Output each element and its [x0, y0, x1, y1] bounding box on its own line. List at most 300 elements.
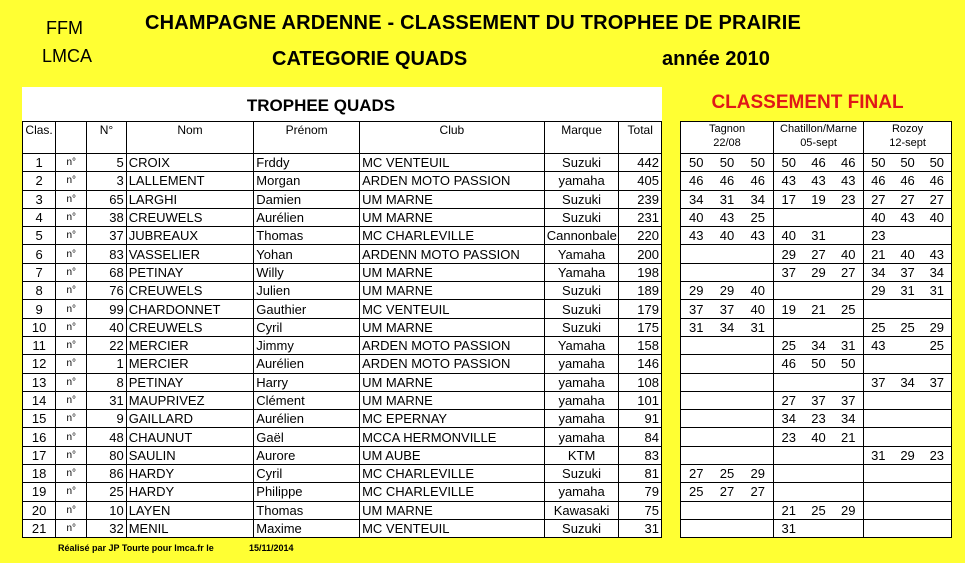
score-cell — [681, 336, 712, 354]
ranking-table — [22, 121, 662, 538]
score-cell — [923, 465, 952, 483]
score-cell: 31 — [864, 446, 893, 464]
n-prefix-cell: n° — [56, 465, 87, 483]
rank-cell: 21 — [23, 519, 56, 537]
number-cell: 65 — [87, 190, 126, 208]
name-cell: CHAUNUT — [126, 428, 254, 446]
table-row — [23, 410, 662, 428]
total-cell: 108 — [619, 373, 662, 391]
n-prefix-cell: n° — [56, 227, 87, 245]
n-prefix-cell: n° — [56, 446, 87, 464]
score-cell — [712, 373, 743, 391]
club-cell: UM MARNE — [360, 373, 545, 391]
score-cell: 50 — [743, 154, 774, 172]
score-cell: 37 — [712, 300, 743, 318]
score-cell: 29 — [834, 501, 864, 519]
firstname-cell: Cyril — [254, 318, 360, 336]
table-row — [23, 263, 662, 281]
name-cell: CROIX — [126, 154, 254, 172]
col-header-nom: Nom — [126, 122, 254, 154]
total-cell: 158 — [619, 336, 662, 354]
score-cell: 43 — [834, 172, 864, 190]
rank-cell: 13 — [23, 373, 56, 391]
score-cell: 43 — [774, 172, 804, 190]
name-cell: CHARDONNET — [126, 300, 254, 318]
score-cell — [834, 465, 864, 483]
firstname-cell: Harry — [254, 373, 360, 391]
firstname-cell: Aurélien — [254, 410, 360, 428]
number-cell: 80 — [87, 446, 126, 464]
score-cell: 31 — [923, 282, 952, 300]
club-cell: MC CHARLEVILLE — [360, 465, 545, 483]
n-prefix-cell: n° — [56, 501, 87, 519]
n-prefix-cell: n° — [56, 428, 87, 446]
results-row — [681, 318, 952, 336]
n-prefix-cell: n° — [56, 154, 87, 172]
score-cell: 27 — [743, 483, 774, 501]
club-cell: MC VENTEUIL — [360, 154, 545, 172]
name-cell: LAYEN — [126, 501, 254, 519]
total-cell: 84 — [619, 428, 662, 446]
n-prefix-cell: n° — [56, 245, 87, 263]
score-cell: 31 — [743, 318, 774, 336]
score-cell: 37 — [893, 263, 923, 281]
col-header-marque: Marque — [544, 122, 619, 154]
results-row — [681, 190, 952, 208]
score-cell — [712, 446, 743, 464]
firstname-cell: Julien — [254, 282, 360, 300]
score-cell — [804, 446, 834, 464]
brand-cell: Suzuki — [544, 282, 619, 300]
results-row — [681, 208, 952, 226]
score-cell: 27 — [864, 190, 893, 208]
score-cell — [743, 245, 774, 263]
brand-cell: yamaha — [544, 373, 619, 391]
table-row — [23, 154, 662, 172]
results-row — [681, 501, 952, 519]
score-cell: 34 — [712, 318, 743, 336]
score-cell — [681, 519, 712, 537]
total-cell: 239 — [619, 190, 662, 208]
score-cell: 50 — [864, 154, 893, 172]
score-cell — [743, 519, 774, 537]
results-row — [681, 373, 952, 391]
n-prefix-cell: n° — [56, 300, 87, 318]
score-cell — [834, 446, 864, 464]
score-cell — [681, 446, 712, 464]
results-row — [681, 245, 952, 263]
score-cell — [893, 428, 923, 446]
brand-cell: Suzuki — [544, 154, 619, 172]
number-cell: 1 — [87, 355, 126, 373]
score-cell: 40 — [834, 245, 864, 263]
table-row — [23, 373, 662, 391]
score-cell: 23 — [923, 446, 952, 464]
score-cell — [774, 208, 804, 226]
name-cell: CREUWELS — [126, 208, 254, 226]
score-cell: 34 — [834, 410, 864, 428]
club-cell: MC EPERNAY — [360, 410, 545, 428]
score-cell: 37 — [804, 391, 834, 409]
year-title: année 2010 — [662, 48, 770, 70]
firstname-cell: Gaël — [254, 428, 360, 446]
results-row — [681, 428, 952, 446]
score-cell — [712, 410, 743, 428]
results-row — [681, 483, 952, 501]
col-header-prenom: Prénom — [254, 122, 360, 154]
table-header-row — [23, 122, 662, 154]
n-prefix-cell: n° — [56, 519, 87, 537]
score-cell — [893, 227, 923, 245]
score-cell: 19 — [804, 190, 834, 208]
number-cell: 40 — [87, 318, 126, 336]
total-cell: 231 — [619, 208, 662, 226]
rank-cell: 11 — [23, 336, 56, 354]
score-cell: 25 — [743, 208, 774, 226]
score-cell — [774, 318, 804, 336]
score-cell — [774, 446, 804, 464]
brand-cell: Kawasaki — [544, 501, 619, 519]
table-row — [23, 190, 662, 208]
number-cell: 3 — [87, 172, 126, 190]
score-cell — [834, 483, 864, 501]
score-cell — [864, 465, 893, 483]
score-cell: 50 — [804, 355, 834, 373]
number-cell: 83 — [87, 245, 126, 263]
score-cell: 34 — [743, 190, 774, 208]
category-title: CATEGORIE QUADS — [272, 48, 468, 70]
total-cell: 405 — [619, 172, 662, 190]
brand-cell: Yamaha — [544, 263, 619, 281]
score-cell: 40 — [774, 227, 804, 245]
score-cell: 21 — [864, 245, 893, 263]
brand-cell: Cannonbale — [544, 227, 619, 245]
score-cell — [834, 318, 864, 336]
score-cell — [712, 336, 743, 354]
score-cell: 29 — [923, 318, 952, 336]
total-cell: 101 — [619, 391, 662, 409]
number-cell: 76 — [87, 282, 126, 300]
table-row — [23, 391, 662, 409]
score-cell: 50 — [681, 154, 712, 172]
club-cell: ARDEN MOTO PASSION — [360, 172, 545, 190]
score-cell: 25 — [864, 318, 893, 336]
brand-cell: yamaha — [544, 391, 619, 409]
score-cell: 21 — [804, 300, 834, 318]
score-cell — [681, 373, 712, 391]
final-ranking-title: CLASSEMENT FINAL — [711, 92, 904, 113]
brand-cell: yamaha — [544, 172, 619, 190]
score-cell: 46 — [774, 355, 804, 373]
results-row — [681, 282, 952, 300]
rank-cell: 3 — [23, 190, 56, 208]
score-cell: 27 — [681, 465, 712, 483]
score-cell: 34 — [774, 410, 804, 428]
score-cell: 43 — [804, 172, 834, 190]
score-cell: 21 — [774, 501, 804, 519]
rank-cell: 8 — [23, 282, 56, 300]
firstname-cell: Aurélien — [254, 208, 360, 226]
rank-cell: 1 — [23, 154, 56, 172]
name-cell: CREUWELS — [126, 318, 254, 336]
n-prefix-cell: n° — [56, 208, 87, 226]
firstname-cell: Damien — [254, 190, 360, 208]
score-cell — [774, 282, 804, 300]
score-cell: 46 — [804, 154, 834, 172]
total-cell: 83 — [619, 446, 662, 464]
score-cell — [923, 355, 952, 373]
table-row — [23, 336, 662, 354]
rank-cell: 2 — [23, 172, 56, 190]
number-cell: 99 — [87, 300, 126, 318]
score-cell — [743, 355, 774, 373]
score-cell — [864, 300, 893, 318]
footer-author: Réalisé par JP Tourte pour lmca.fr le — [58, 543, 214, 553]
score-cell: 29 — [804, 263, 834, 281]
firstname-cell: Morgan — [254, 172, 360, 190]
n-prefix-cell: n° — [56, 391, 87, 409]
total-cell: 200 — [619, 245, 662, 263]
score-cell: 43 — [923, 245, 952, 263]
brand-cell: Yamaha — [544, 336, 619, 354]
brand-cell: Suzuki — [544, 190, 619, 208]
event-date: 05-sept — [800, 137, 837, 149]
name-cell: HARDY — [126, 483, 254, 501]
table-row — [23, 282, 662, 300]
col-header-total: Total — [619, 122, 662, 154]
score-cell: 29 — [712, 282, 743, 300]
results-row — [681, 172, 952, 190]
results-header-row — [681, 122, 952, 154]
n-prefix-cell: n° — [56, 373, 87, 391]
name-cell: SAULIN — [126, 446, 254, 464]
results-table — [680, 121, 952, 538]
score-cell: 43 — [681, 227, 712, 245]
rank-cell: 19 — [23, 483, 56, 501]
table-row — [23, 446, 662, 464]
name-cell: LARGHI — [126, 190, 254, 208]
score-cell — [923, 300, 952, 318]
score-cell: 31 — [804, 227, 834, 245]
rank-cell: 18 — [23, 465, 56, 483]
name-cell: MERCIER — [126, 336, 254, 354]
score-cell: 40 — [743, 282, 774, 300]
results-row — [681, 336, 952, 354]
score-cell: 27 — [893, 190, 923, 208]
score-cell — [834, 519, 864, 537]
number-cell: 10 — [87, 501, 126, 519]
score-cell — [712, 519, 743, 537]
rank-cell: 16 — [23, 428, 56, 446]
score-cell: 34 — [681, 190, 712, 208]
score-cell: 27 — [774, 391, 804, 409]
rank-cell: 10 — [23, 318, 56, 336]
brand-cell: yamaha — [544, 428, 619, 446]
footer-date: 15/11/2014 — [249, 543, 294, 553]
score-cell: 50 — [834, 355, 864, 373]
n-prefix-cell: n° — [56, 172, 87, 190]
results-row — [681, 227, 952, 245]
n-prefix-cell: n° — [56, 318, 87, 336]
number-cell: 8 — [87, 373, 126, 391]
score-cell: 40 — [923, 208, 952, 226]
score-cell: 23 — [774, 428, 804, 446]
total-cell: 146 — [619, 355, 662, 373]
score-cell — [893, 519, 923, 537]
score-cell — [804, 318, 834, 336]
club-cell: UM MARNE — [360, 263, 545, 281]
club-cell: ARDENN MOTO PASSION — [360, 245, 545, 263]
col-header-club: Club — [360, 122, 545, 154]
score-cell: 46 — [923, 172, 952, 190]
club-cell: UM MARNE — [360, 282, 545, 300]
n-prefix-cell: n° — [56, 282, 87, 300]
event-header-rozoy — [864, 122, 952, 154]
brand-cell: Suzuki — [544, 208, 619, 226]
score-cell — [743, 410, 774, 428]
name-cell: PETINAY — [126, 263, 254, 281]
name-cell: HARDY — [126, 465, 254, 483]
score-cell: 43 — [712, 208, 743, 226]
club-cell: UM MARNE — [360, 318, 545, 336]
event-date: 22/08 — [713, 137, 741, 149]
rank-cell: 7 — [23, 263, 56, 281]
score-cell: 37 — [923, 373, 952, 391]
score-cell: 40 — [743, 300, 774, 318]
score-cell — [804, 373, 834, 391]
results-row — [681, 391, 952, 409]
score-cell: 46 — [893, 172, 923, 190]
brand-cell: yamaha — [544, 355, 619, 373]
score-cell — [834, 282, 864, 300]
firstname-cell: Thomas — [254, 227, 360, 245]
table-row — [23, 519, 662, 537]
score-cell: 29 — [743, 465, 774, 483]
score-cell — [893, 483, 923, 501]
club-cell: UM MARNE — [360, 501, 545, 519]
score-cell — [681, 355, 712, 373]
score-cell: 17 — [774, 190, 804, 208]
score-cell: 27 — [923, 190, 952, 208]
club-cell: ARDEN MOTO PASSION — [360, 336, 545, 354]
total-cell: 75 — [619, 501, 662, 519]
score-cell: 31 — [774, 519, 804, 537]
score-cell: 46 — [743, 172, 774, 190]
score-cell — [774, 373, 804, 391]
rank-cell: 5 — [23, 227, 56, 245]
score-cell — [774, 483, 804, 501]
col-header-clas: Clas. — [23, 122, 56, 154]
n-prefix-cell: n° — [56, 263, 87, 281]
firstname-cell: Aurore — [254, 446, 360, 464]
firstname-cell: Thomas — [254, 501, 360, 519]
brand-cell: yamaha — [544, 483, 619, 501]
firstname-cell: Willy — [254, 263, 360, 281]
firstname-cell: Jimmy — [254, 336, 360, 354]
score-cell — [681, 391, 712, 409]
n-prefix-cell: n° — [56, 410, 87, 428]
number-cell: 86 — [87, 465, 126, 483]
score-cell: 43 — [743, 227, 774, 245]
score-cell — [712, 263, 743, 281]
firstname-cell: Maxime — [254, 519, 360, 537]
score-cell: 40 — [804, 428, 834, 446]
score-cell — [864, 483, 893, 501]
score-cell — [712, 245, 743, 263]
score-cell: 37 — [774, 263, 804, 281]
rank-cell: 20 — [23, 501, 56, 519]
total-cell: 91 — [619, 410, 662, 428]
score-cell — [864, 410, 893, 428]
club-cell: MC CHARLEVILLE — [360, 483, 545, 501]
score-cell — [774, 465, 804, 483]
score-cell — [743, 446, 774, 464]
score-cell: 50 — [712, 154, 743, 172]
table-row — [23, 318, 662, 336]
n-prefix-cell: n° — [56, 190, 87, 208]
score-cell: 40 — [864, 208, 893, 226]
rank-cell: 15 — [23, 410, 56, 428]
firstname-cell: Frddy — [254, 154, 360, 172]
score-cell: 50 — [774, 154, 804, 172]
score-cell: 29 — [864, 282, 893, 300]
brand-cell: Suzuki — [544, 300, 619, 318]
org-ffm-label: FFM — [46, 18, 83, 38]
name-cell: MAUPRIVEZ — [126, 391, 254, 409]
score-cell — [834, 373, 864, 391]
number-cell: 9 — [87, 410, 126, 428]
score-cell — [681, 245, 712, 263]
number-cell: 48 — [87, 428, 126, 446]
score-cell — [893, 355, 923, 373]
trophy-title: TROPHEE QUADS — [246, 96, 396, 115]
score-cell: 29 — [774, 245, 804, 263]
table-row — [23, 300, 662, 318]
n-prefix-cell: n° — [56, 336, 87, 354]
col-header-n — [56, 122, 87, 154]
event-header-tagnon — [681, 122, 774, 154]
name-cell: CREUWELS — [126, 282, 254, 300]
score-cell: 31 — [681, 318, 712, 336]
results-row — [681, 465, 952, 483]
score-cell — [712, 428, 743, 446]
brand-cell: yamaha — [544, 410, 619, 428]
score-cell — [804, 465, 834, 483]
score-cell — [923, 391, 952, 409]
score-cell — [804, 282, 834, 300]
total-cell: 79 — [619, 483, 662, 501]
score-cell: 25 — [681, 483, 712, 501]
score-cell — [743, 428, 774, 446]
score-cell — [864, 355, 893, 373]
score-cell — [923, 501, 952, 519]
score-cell — [893, 300, 923, 318]
score-cell — [923, 428, 952, 446]
total-cell: 81 — [619, 465, 662, 483]
score-cell: 25 — [712, 465, 743, 483]
score-cell: 34 — [893, 373, 923, 391]
name-cell: JUBREAUX — [126, 227, 254, 245]
score-cell — [743, 373, 774, 391]
number-cell: 31 — [87, 391, 126, 409]
rank-cell: 9 — [23, 300, 56, 318]
score-cell — [712, 355, 743, 373]
name-cell: PETINAY — [126, 373, 254, 391]
n-prefix-cell: n° — [56, 355, 87, 373]
total-cell: 442 — [619, 154, 662, 172]
score-cell — [743, 263, 774, 281]
score-cell: 25 — [893, 318, 923, 336]
